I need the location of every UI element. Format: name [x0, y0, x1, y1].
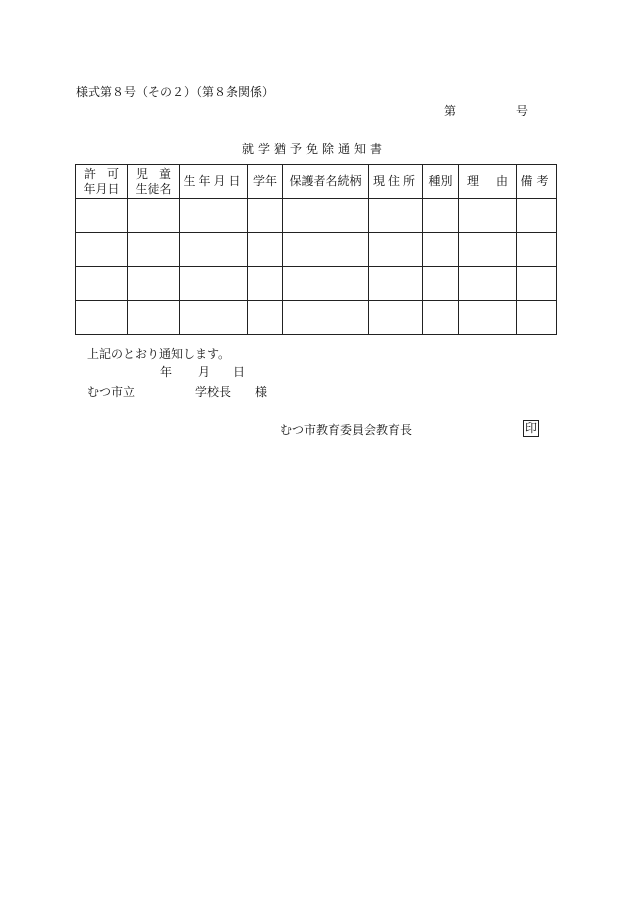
table-row	[76, 199, 557, 233]
header-type: 種別	[423, 165, 459, 199]
cell[interactable]	[369, 233, 423, 267]
table-row	[76, 301, 557, 335]
header-grade: 学年	[248, 165, 283, 199]
addressee-school: 学校長	[195, 385, 232, 399]
cell[interactable]	[180, 199, 248, 233]
seal-mark: 印	[525, 421, 538, 435]
cell[interactable]	[248, 267, 283, 301]
cell[interactable]	[76, 267, 128, 301]
cell[interactable]	[128, 267, 180, 301]
addressee-honorific: 様	[255, 385, 268, 399]
date-month-label: 月	[198, 365, 211, 379]
header-permit-date: 許 可 年月日	[76, 165, 128, 199]
cell[interactable]	[459, 267, 517, 301]
document-number-prefix: 第	[444, 104, 457, 118]
date-year-label: 年	[160, 365, 173, 379]
cell[interactable]	[423, 267, 459, 301]
addressee-city: むつ市立	[87, 385, 136, 399]
cell[interactable]	[459, 199, 517, 233]
cell[interactable]	[128, 199, 180, 233]
cell[interactable]	[283, 301, 369, 335]
issuer-title: むつ市教育委員会教育長	[280, 423, 413, 437]
document-title: 就学猶予免除通知書	[242, 142, 387, 156]
cell[interactable]	[423, 233, 459, 267]
cell[interactable]	[517, 233, 557, 267]
cell[interactable]	[517, 301, 557, 335]
notice-statement: 上記のとおり通知します。	[87, 347, 231, 361]
cell[interactable]	[248, 199, 283, 233]
cell[interactable]	[180, 301, 248, 335]
header-address: 現住所	[369, 165, 423, 199]
cell[interactable]	[128, 233, 180, 267]
form-reference: 様式第８号（その２）（第８条関係）	[76, 85, 275, 99]
cell[interactable]	[180, 233, 248, 267]
document-number-suffix: 号	[516, 104, 529, 118]
cell[interactable]	[423, 199, 459, 233]
date-day-label: 日	[233, 365, 246, 379]
cell[interactable]	[76, 233, 128, 267]
cell[interactable]	[369, 301, 423, 335]
notice-table	[75, 164, 557, 335]
table-row	[76, 267, 557, 301]
cell[interactable]	[180, 267, 248, 301]
cell[interactable]	[517, 199, 557, 233]
header-reason: 理 由	[459, 165, 517, 199]
cell[interactable]	[517, 267, 557, 301]
cell[interactable]	[283, 199, 369, 233]
cell[interactable]	[128, 301, 180, 335]
cell[interactable]	[459, 233, 517, 267]
cell[interactable]	[283, 233, 369, 267]
cell[interactable]	[76, 199, 128, 233]
table-header-row	[76, 165, 557, 199]
cell[interactable]	[76, 301, 128, 335]
cell[interactable]	[423, 301, 459, 335]
table-row	[76, 233, 557, 267]
cell[interactable]	[369, 199, 423, 233]
cell[interactable]	[283, 267, 369, 301]
header-remarks: 備考	[517, 165, 557, 199]
header-guardian: 保護者名続柄	[283, 165, 369, 199]
cell[interactable]	[459, 301, 517, 335]
cell[interactable]	[248, 301, 283, 335]
header-student-name: 児 童 生徒名	[128, 165, 180, 199]
header-birth-date: 生年月日	[180, 165, 248, 199]
cell[interactable]	[248, 233, 283, 267]
cell[interactable]	[369, 267, 423, 301]
